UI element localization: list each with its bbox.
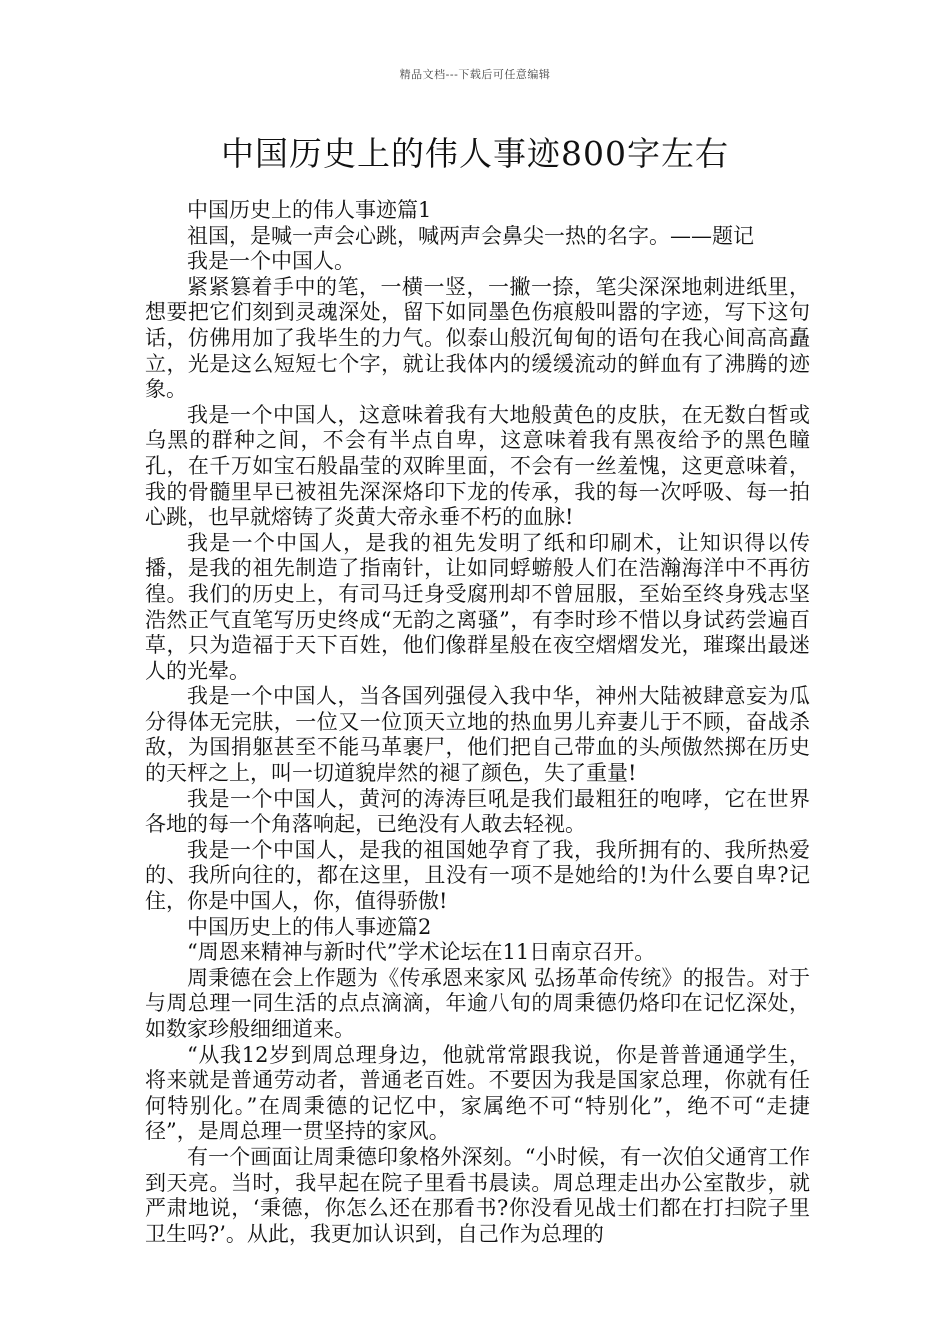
paragraph: 我是一个中国人，当各国列强侵入我中华，神州大陆被肆意妄为瓜分得体无完肤，一位又一位顶天立地的热血男儿弃妻儿于不顾，奋战杀敌，为国捐躯甚至不能马革裹尸，他们把自己带血的头颅傲然掷在历史的天枰之上，叫一切道貌岸然的褪了颜色，失了重量! [145, 684, 810, 786]
paragraph: 紧紧篡着手中的笔，一横一竖，一撇一捺，笔尖深深地刺进纸里，想要把它们刻到灵魂深处，留下如同墨色伤痕般叫嚣的字迹，写下这句话，仿佛用加了我毕生的力气。似泰山般沉甸甸的语句在我心间高高矗立，光是这么短短七个字，就让我体内的缓缓流动的鲜血有了沸腾的迹象。 [145, 274, 810, 402]
paragraph: 我是一个中国人，这意味着我有大地般黄色的皮肤，在无数白皙或乌黑的群种之间，不会有半点自卑，这意味着我有黑夜给予的黑色瞳孔，在千万如宝石般晶莹的双眸里面，不会有一丝羞愧，这更意味着，我的骨髓里早已被祖先深深烙印下龙的传承，我的每一次呼吸、每一拍心跳，也早就熔铸了炎黄大帝永垂不朽的血脉! [145, 402, 810, 530]
paragraph: 有一个画面让周秉德印象格外深刻。“小时候，有一次伯父通宵工作到天亮。当时，我早起在院子里看书晨读。周总理走出办公室散步，就严肃地说，‘秉德，你怎么还在那看书?你没看见战士们都在打扫院子里卫生吗?’。从此，我更加认识到，自己作为总理的 [145, 1144, 810, 1246]
paragraph: 周秉德在会上作题为《传承恩来家风 弘扬革命传统》的报告。对于与周总理一同生活的点点滴滴，年逾八旬的周秉德仍烙印在记忆深处，如数家珍般细细道来。 [145, 965, 810, 1041]
paragraph: “周恩来精神与新时代”学术论坛在11日南京召开。 [187, 940, 656, 965]
paragraph: “从我12岁到周总理身边，他就常常跟我说，你是普普通通学生，将来就是普通劳动者，普通老百姓。不要因为我是国家总理，你就有任何特别化。”在周秉德的记忆中，家属绝不可“特别化”，绝不可“走捷径”，是周总理一贯坚持的家风。 [145, 1042, 810, 1144]
paragraph: 我是一个中国人。 [187, 249, 355, 274]
document-title: 中国历史上的伟人事迹800字左右 [221, 134, 729, 173]
header-watermark: 精品文档---下载后可任意编辑 [399, 68, 551, 81]
paragraph: 祖国，是喊一声会心跳，喊两声会鼻尖一热的名字。——题记 [187, 223, 754, 248]
document-body [145, 198, 810, 1247]
section-heading: 中国历史上的伟人事迹篇2 [187, 914, 432, 939]
section-heading: 中国历史上的伟人事迹篇1 [187, 198, 432, 222]
paragraph: 我是一个中国人，是我的祖先发明了纸和印刷术，让知识得以传播，是我的祖先制造了指南针，让如同蜉蝣般人们在浩瀚海洋中不再彷徨。我们的历史上，有司马迁身受腐刑却不曾屈服，至始至终身残志坚浩然正气直笔写历史终成“无韵之离骚”，有李时珍不惜以身试药尝遍百草，只为造福于天下百姓，他们像群星般在夜空熠熠发光，璀璨出最迷人的光晕。 [145, 530, 810, 683]
paragraph: 我是一个中国人，黄河的涛涛巨吼是我们最粗狂的咆哮，它在世界各地的每一个角落响起，已绝没有人敢去轻视。 [145, 786, 810, 837]
paragraph: 我是一个中国人，是我的祖国她孕育了我，我所拥有的、我所热爱的、我所向往的，都在这里，且没有一项不是她给的!为什么要自卑?记住，你是中国人，你，值得骄傲! [145, 837, 810, 914]
